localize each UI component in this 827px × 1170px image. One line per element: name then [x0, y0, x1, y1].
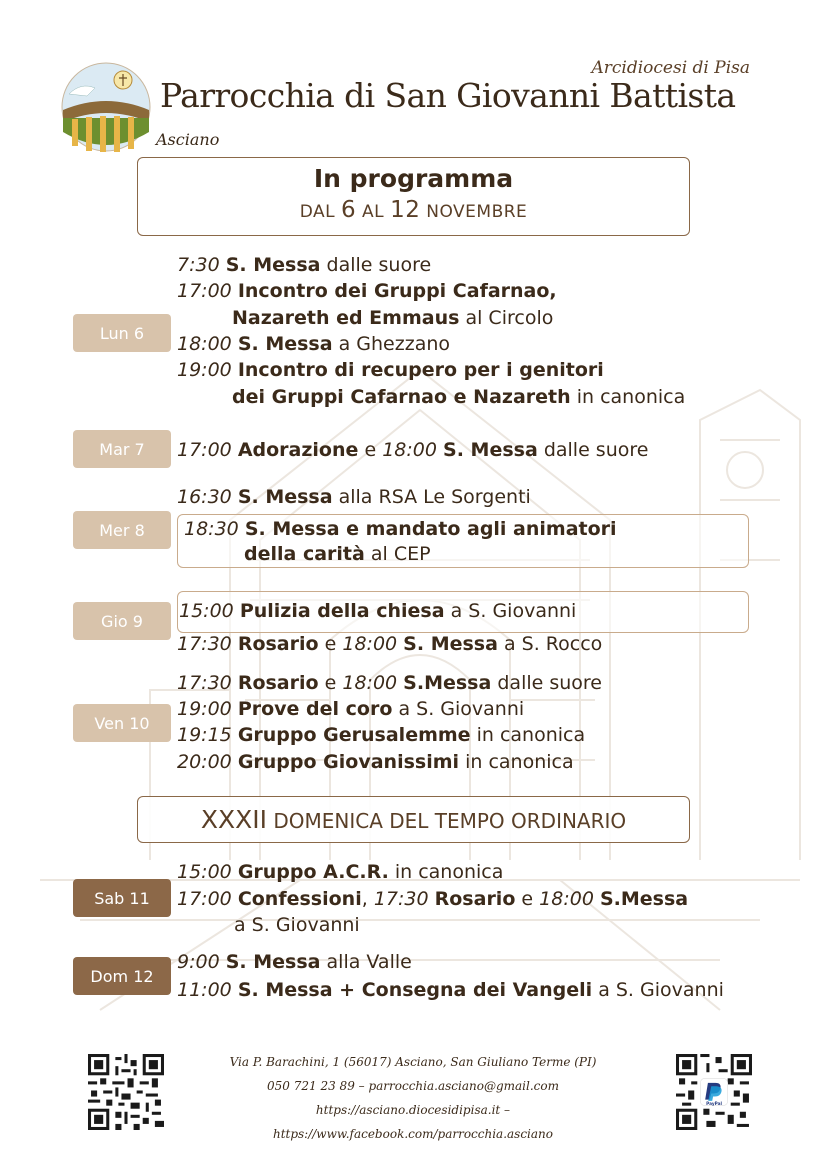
- event-line: 7:30 S. Messa dalle suore: [177, 254, 432, 276]
- town-name: Asciano: [156, 130, 220, 149]
- event-line-cont: a S. Giovanni: [234, 914, 360, 936]
- paypal-logo-text: PayPal: [706, 1101, 722, 1107]
- event-line: 16:30 S. Messa alla RSA Le Sorgenti: [177, 486, 531, 508]
- event-line: 17:00 Incontro dei Gruppi Cafarnao,: [177, 280, 557, 302]
- event-line: 9:00 S. Messa alla Valle: [177, 951, 412, 973]
- event-line-highlight: 15:00 Pulizia della chiesa a S. Giovanni: [179, 600, 577, 622]
- day-badge-lun: Lun 6: [73, 314, 171, 352]
- event-line: 15:00 Gruppo A.C.R. in canonica: [177, 861, 504, 883]
- sunday-heading-box: [137, 796, 690, 843]
- event-line: 19:00 Prove del coro a S. Giovanni: [177, 698, 525, 720]
- event-line: 17:00 Confessioni, 17:30 Rosario e 18:00 S.Messa: [177, 888, 689, 910]
- day-badge-gio: Gio 9: [73, 602, 171, 640]
- event-line-cont: Nazareth ed Emmaus al Circolo: [232, 307, 554, 329]
- paypal-qr-code[interactable]: [676, 1054, 752, 1130]
- footer-address: Via P. Barachini, 1 (56017) Asciano, San Giuliano Terme (PI): [229, 1055, 597, 1069]
- program-title: In programma: [313, 164, 514, 193]
- event-line: 19:15 Gruppo Gerusalemme in canonica: [177, 724, 586, 746]
- event-line: 17:30 Rosario e 18:00 S. Messa a S. Rocco: [177, 633, 603, 655]
- day-badge-mer: Mer 8: [73, 511, 171, 549]
- sunday-numeral: XXXII: [200, 805, 267, 834]
- day-badge-ven: Ven 10: [73, 704, 171, 742]
- day-badge-mar: Mar 7: [73, 430, 171, 468]
- website-qr-code[interactable]: [88, 1054, 164, 1130]
- parish-title: Parrocchia di San Giovanni Battista: [160, 76, 736, 115]
- event-line: 17:00 Adorazione e 18:00 S. Messa dalle suore: [177, 439, 649, 461]
- day-badge-sab: Sab 11: [73, 879, 171, 917]
- footer-contact[interactable]: 050 721 23 89 – parrocchia.asciano@gmail.com: [267, 1079, 559, 1093]
- event-line: 17:30 Rosario e 18:00 S.Messa dalle suore: [177, 672, 602, 694]
- program-dates: DAL 6 AL 12 NOVEMBRE: [299, 197, 528, 223]
- event-line-cont: dei Gruppi Cafarnao e Nazareth in canonica: [232, 386, 686, 408]
- diocese-name: Arcidiocesi di Pisa: [591, 58, 750, 78]
- event-line: 20:00 Gruppo Giovanissimi in canonica: [177, 751, 574, 773]
- day-badge-dom: Dom 12: [73, 957, 171, 995]
- event-line: 11:00 S. Messa + Consegna dei Vangeli a S. Giovanni: [177, 979, 724, 1001]
- footer-web-links[interactable]: https://asciano.diocesidipisa.it – https://www.facebook.com/parrocchia.asciano: [272, 1103, 554, 1141]
- footer-contacts: [180, 1050, 646, 1146]
- event-line-highlight: 18:30 S. Messa e mandato agli animatori: [184, 518, 617, 540]
- sunday-label: DOMENICA DEL TEMPO ORDINARIO: [273, 809, 627, 833]
- event-line: 19:00 Incontro di recupero per i genitori: [177, 359, 604, 381]
- event-line: 18:00 S. Messa a Ghezzano: [177, 333, 451, 355]
- program-heading-box: [137, 157, 690, 236]
- parish-logo: [61, 62, 151, 152]
- event-line-cont: della carità al CEP: [244, 543, 431, 565]
